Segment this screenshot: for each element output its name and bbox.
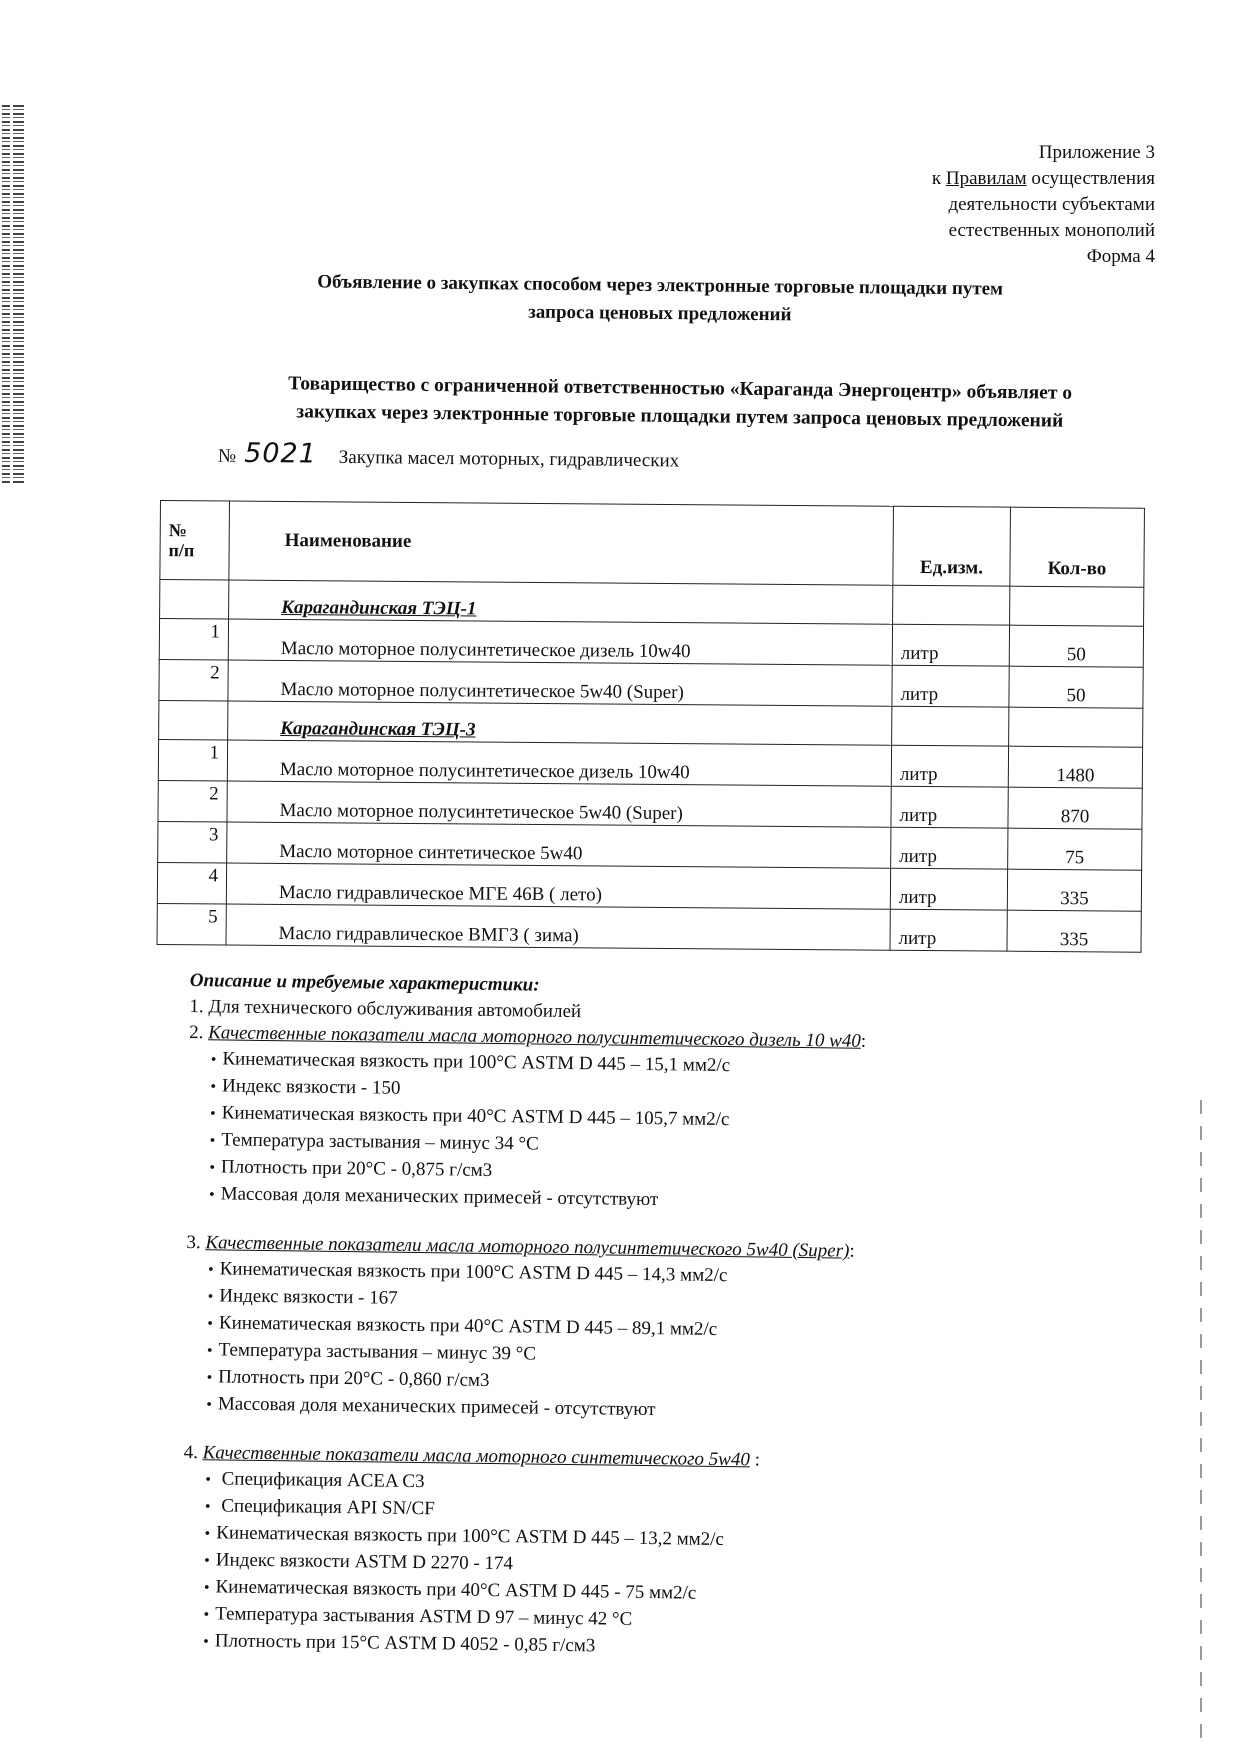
row-unit: литр [891,745,1008,787]
scan-artifact-right [1200,1100,1202,1740]
list-item: • Плотность при 15°С ASTM D 4052 - 0,85 г/см3 [203,1628,1081,1666]
section-4-title: 4. Качественные показатели масла моторного синтетического 5w40 : [183,1441,761,1471]
list-item: • Температура застывания – минус 34 °С [210,1127,1088,1165]
row-num: 3 [158,821,227,863]
list-item: • Кинематическая вязкость при 100°С ASTM D 445 – 15,1 мм2/с [211,1046,1089,1084]
header-unit: Ед.изм. [893,506,1011,586]
row-unit: литр [891,786,1008,828]
list-item: • Кинематическая вязкость при 40°С ASTM D 445 - 75 мм2/с [204,1574,1082,1612]
row-qty: 335 [1007,869,1141,911]
row-num: 5 [157,903,226,945]
row-qty: 870 [1008,787,1142,829]
table-row [158,821,1142,870]
section-4-list [181,1466,1083,1667]
appendix-header [932,140,1155,270]
list-item: • Температура застывания ASTM D 97 – минус 42 °С [203,1601,1081,1639]
list-item: • Плотность при 20°С - 0,875 г/см3 [209,1154,1087,1192]
header-name: Наименование [229,501,894,585]
row-qty: 1480 [1008,746,1142,788]
row-name: Масло моторное полусинтетическое 5w40 (Super) [228,660,892,706]
row-unit: литр [892,665,1009,707]
row-unit: литр [892,624,1009,666]
items-table [157,500,1145,953]
appendix-rules-line: к Правилам осуществления [931,168,1155,189]
description-section [181,968,1090,1667]
form-number: Форма 4 [1086,246,1155,267]
list-item: • Спецификация ACEA C3 [205,1466,1083,1504]
row-qty: 50 [1009,625,1143,667]
row-name: Масло моторное синтетическое 5w40 [227,822,891,868]
procurement-line [218,438,680,474]
description-item-1: 1. Для технического обслуживания автомобилей [189,995,582,1023]
rules-link: Правилам [945,168,1027,189]
group-title: Карагандинская ТЭЦ-1 [229,580,893,624]
section-2-title: 2. Качественные показатели масла моторного полусинтетического дизель 10 w40: [189,1021,867,1052]
header-qty: Кол-во [1010,507,1145,587]
table-row [159,619,1143,668]
list-item: • Индекс вязкости - 150 [210,1073,1088,1111]
appendix-line: Приложение 3 [1038,142,1155,163]
announcement-intro: Товарищество с ограниченной ответственностью «Караганда Энергоцентр» объявляет о закупках через электронные торговые площадки путем запроса ценовых предложений [288,373,1073,432]
row-num: 4 [157,862,226,904]
procurement-number: 5021 [243,437,318,470]
row-num: 2 [159,659,228,701]
row-qty: 335 [1007,910,1141,952]
row-name: Масло моторное полусинтетическое дизель 10w40 [228,619,892,665]
row-qty: 50 [1009,666,1143,708]
list-item: • Кинематическая вязкость при 40°С ASTM D 445 – 105,7 мм2/с [210,1100,1088,1138]
row-name: Масло гидравлическое ВМГЗ ( зима) [226,904,890,950]
table-header-row [160,501,1145,588]
section-2-list [187,1046,1089,1220]
procurement-subject: Закупка масел моторных, гидравлических [338,446,680,472]
document-title: Объявление о закупках способом через электронные торговые площадки путем запроса ценовых предложений [317,271,1004,326]
table-row [157,903,1141,952]
table-row [158,739,1142,788]
row-qty: 75 [1008,828,1142,870]
items-table-wrap [157,500,1145,953]
list-item: • Кинематическая вязкость при 100°С ASTM D 445 – 13,2 мм2/с [204,1520,1082,1558]
list-item: • Массовая доля механических примесей - отсутствуют [209,1181,1087,1219]
list-item: • Массовая доля механических примесей - отсутствуют [206,1391,1084,1429]
header-num: № п/п [160,501,230,581]
description-heading: Описание и требуемые характеристики: [189,969,540,996]
appendix-line: естественных монополий [948,220,1155,241]
group-title: Карагандинская ТЭЦ-3 [228,701,892,745]
list-item: • Температура застывания – минус 39 °С [207,1337,1085,1375]
list-item: • Кинематическая вязкость при 100°С ASTM D 445 – 14,3 мм2/с [208,1256,1086,1294]
table-row [158,780,1142,829]
section-3-title: 3. Качественные показатели масла моторного полусинтетического 5w40 (Super): [186,1231,855,1262]
row-num: 2 [158,780,227,822]
table-row [159,659,1143,708]
row-name: Масло моторное полусинтетическое дизель 10w40 [227,740,891,786]
list-item: • Спецификация API SN/CF [205,1493,1083,1531]
number-sign: № [217,445,237,467]
list-item: • Индекс вязкости - 167 [208,1283,1086,1321]
row-unit: литр [890,868,1007,910]
row-name: Масло моторное полусинтетическое 5w40 (Super) [227,781,891,827]
list-item: • Кинематическая вязкость при 40°С ASTM D 445 – 89,1 мм2/с [207,1310,1085,1348]
row-unit: литр [890,909,1007,951]
list-item: • Индекс вязкости ASTM D 2270 - 174 [204,1547,1082,1585]
scan-artifact [2,105,24,485]
row-num: 1 [159,619,228,661]
table-row [157,862,1141,911]
row-unit: литр [891,827,1008,869]
section-3-list [184,1256,1086,1430]
list-item: • Плотность при 20°С - 0,860 г/см3 [206,1364,1084,1402]
row-num: 1 [158,739,227,781]
row-name: Масло гидравлическое МГЕ 46В ( лето) [226,863,890,909]
appendix-line: деятельности субъектами [948,194,1155,215]
